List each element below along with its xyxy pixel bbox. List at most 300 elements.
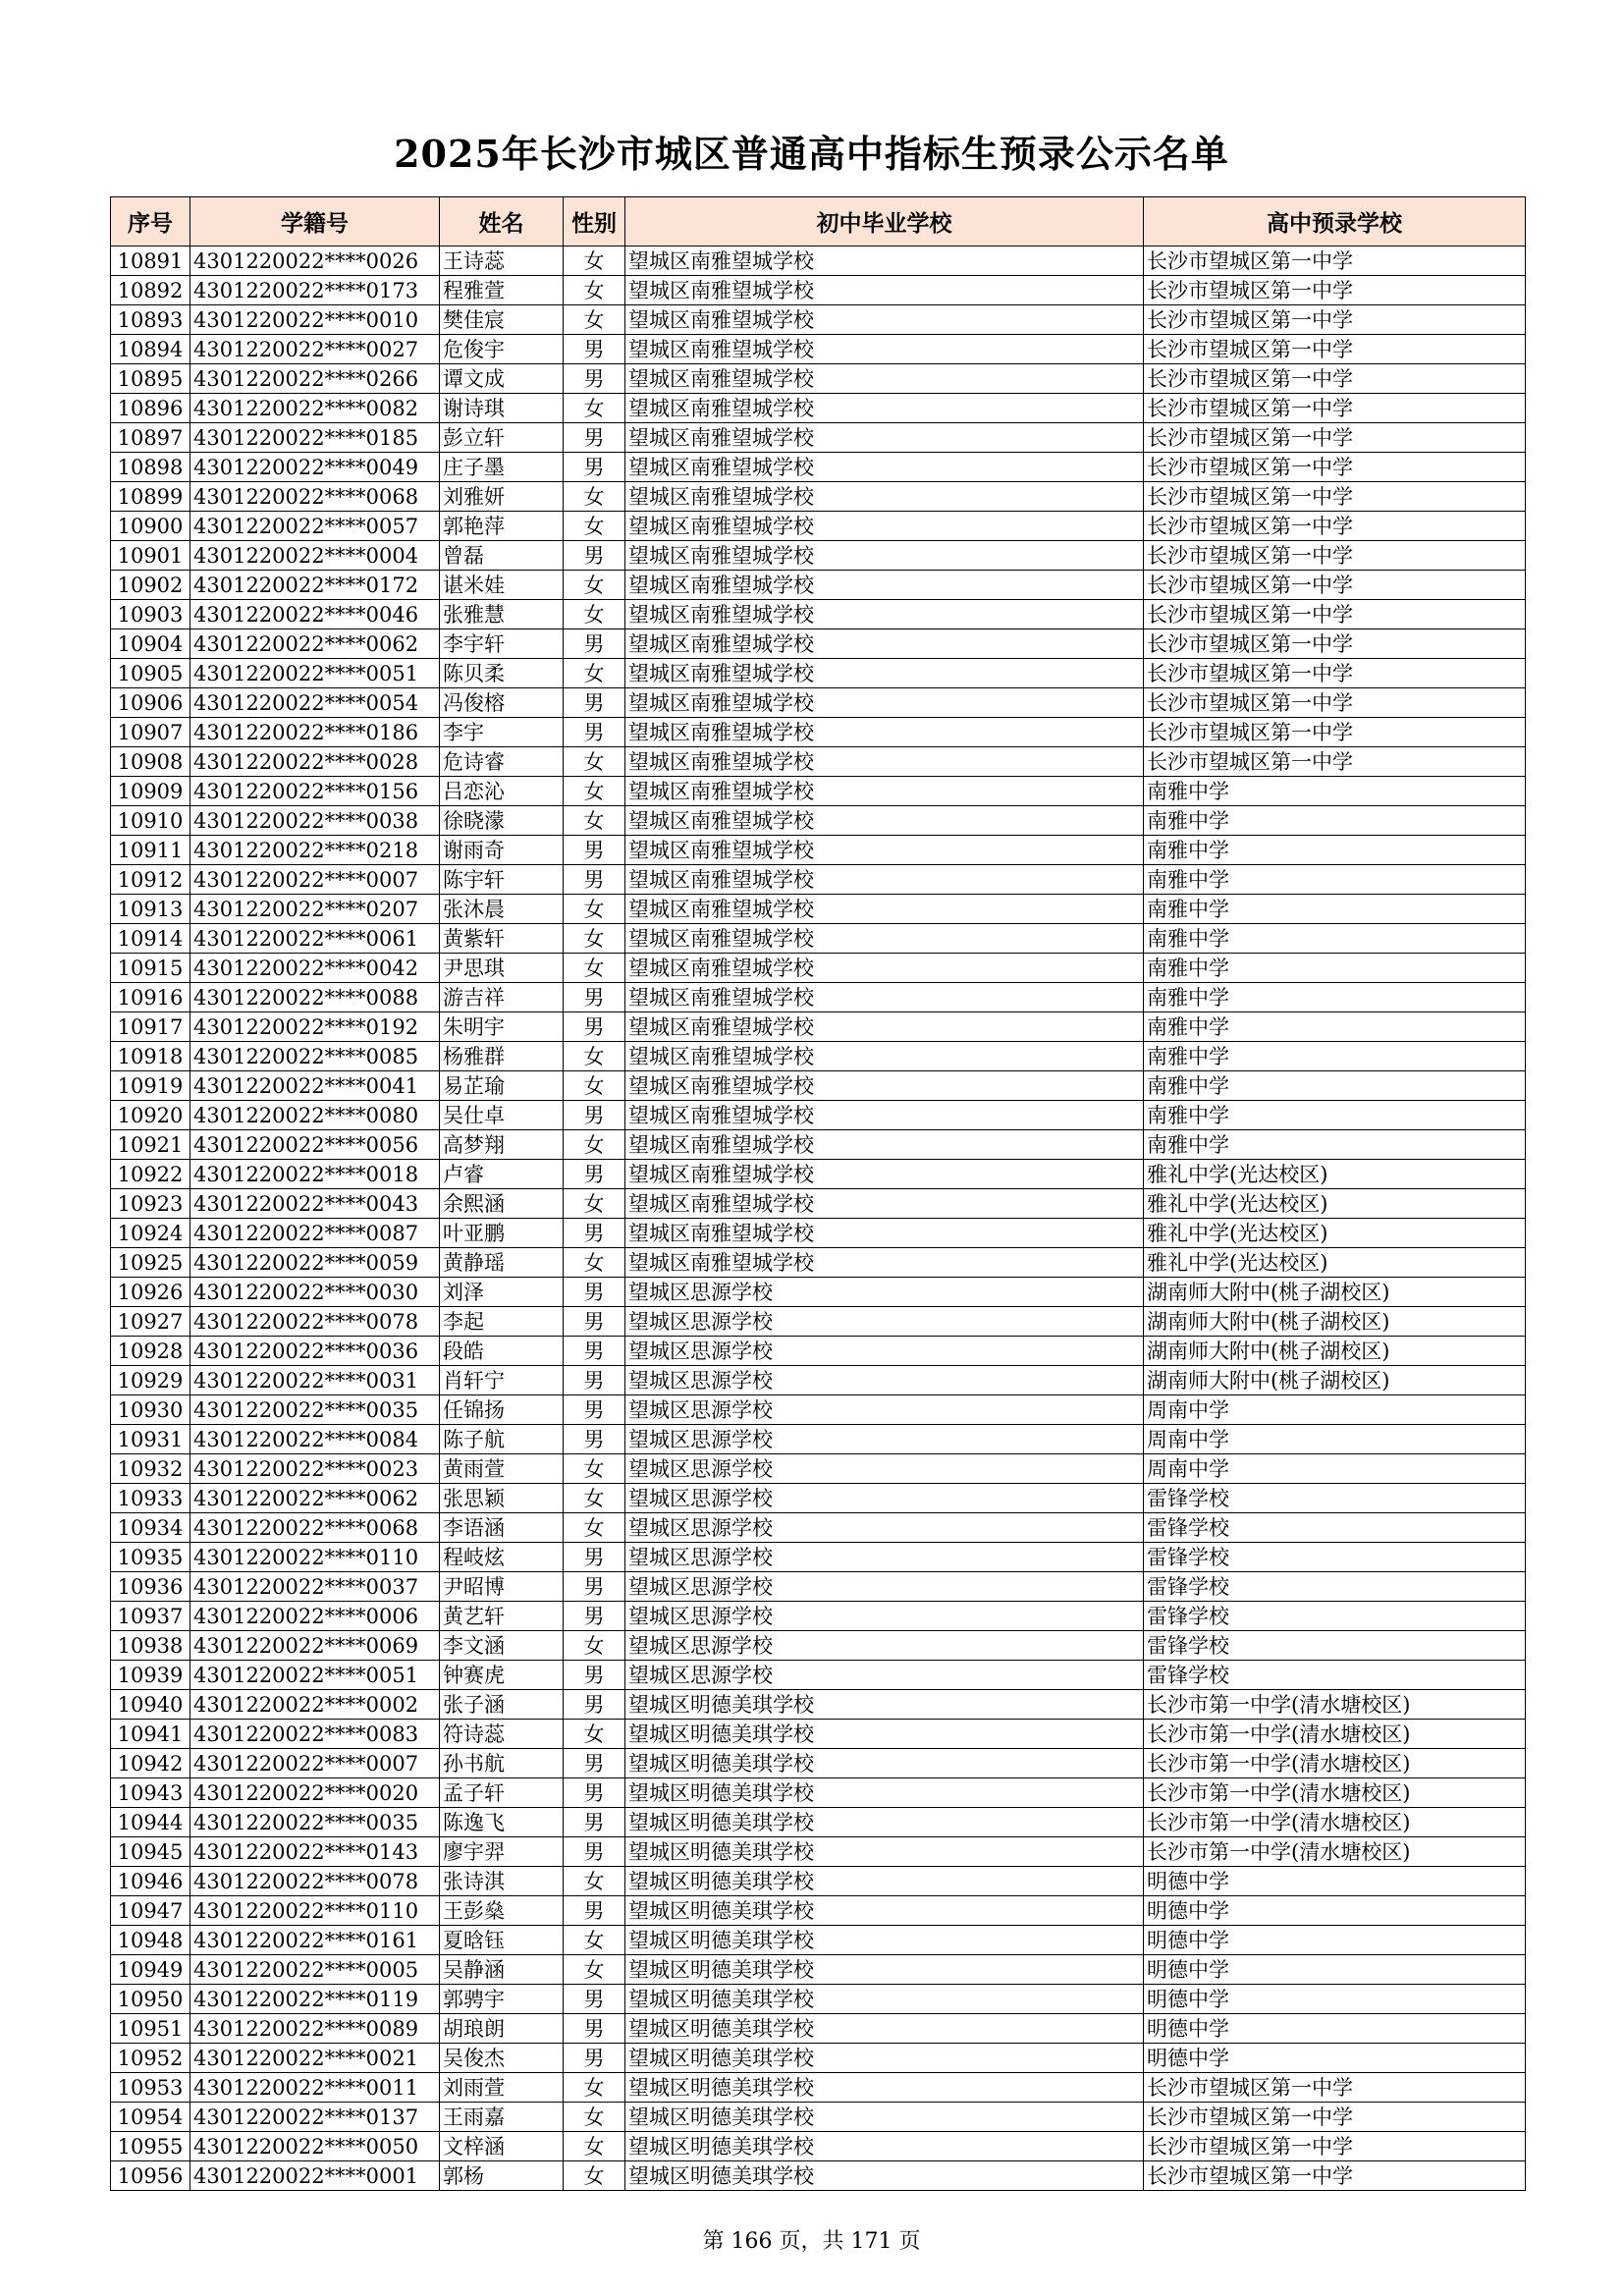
cell-gender: 女: [564, 806, 625, 836]
cell-senior-school: 长沙市望城区第一中学: [1144, 394, 1526, 423]
cell-gender: 男: [564, 1337, 625, 1366]
cell-senior-school: 长沙市望城区第一中学: [1144, 512, 1526, 541]
cell-senior-school: 明德中学: [1144, 1926, 1526, 1955]
cell-serial: 10933: [111, 1484, 190, 1513]
table-row: [111, 1189, 1526, 1219]
cell-gender: 男: [564, 1101, 625, 1130]
cell-gender: 男: [564, 1543, 625, 1572]
cell-senior-school: 长沙市望城区第一中学: [1144, 600, 1526, 629]
cell-gender: 女: [564, 1130, 625, 1160]
cell-student-id: 4301220022****0010: [190, 305, 440, 335]
cell-serial: 10930: [111, 1395, 190, 1425]
cell-serial: 10900: [111, 512, 190, 541]
cell-student-id: 4301220022****0069: [190, 1631, 440, 1661]
cell-student-id: 4301220022****0031: [190, 1366, 440, 1395]
cell-senior-school: 长沙市望城区第一中学: [1144, 2073, 1526, 2103]
cell-junior-school: 望城区南雅望城学校: [625, 954, 1144, 983]
table-row: [111, 1926, 1526, 1955]
cell-junior-school: 望城区思源学校: [625, 1513, 1144, 1543]
cell-name: 易芷瑜: [440, 1071, 564, 1101]
cell-gender: 女: [564, 2161, 625, 2191]
table-row: [111, 777, 1526, 806]
cell-junior-school: 望城区明德美琪学校: [625, 2073, 1144, 2103]
cell-name: 孟子轩: [440, 1778, 564, 1808]
cell-senior-school: 南雅中学: [1144, 1130, 1526, 1160]
page-footer: 第 166 页，共 171 页: [702, 2229, 921, 2254]
cell-junior-school: 望城区南雅望城学校: [625, 1012, 1144, 1042]
cell-name: 徐晓濛: [440, 806, 564, 836]
cell-name: 庄子墨: [440, 453, 564, 482]
cell-student-id: 4301220022****0084: [190, 1425, 440, 1454]
cell-junior-school: 望城区南雅望城学校: [625, 335, 1144, 364]
cell-serial: 10934: [111, 1513, 190, 1543]
cell-serial: 10945: [111, 1837, 190, 1867]
cell-student-id: 4301220022****0085: [190, 1042, 440, 1071]
cell-serial: 10938: [111, 1631, 190, 1661]
cell-serial: 10946: [111, 1867, 190, 1896]
cell-junior-school: 望城区南雅望城学校: [625, 600, 1144, 629]
cell-gender: 男: [564, 1425, 625, 1454]
cell-name: 叶亚鹏: [440, 1219, 564, 1248]
cell-gender: 女: [564, 1720, 625, 1749]
cell-gender: 男: [564, 1837, 625, 1867]
cell-junior-school: 望城区南雅望城学校: [625, 1101, 1144, 1130]
cell-junior-school: 望城区南雅望城学校: [625, 1042, 1144, 1071]
cell-student-id: 4301220022****0218: [190, 836, 440, 865]
cell-junior-school: 望城区南雅望城学校: [625, 1219, 1144, 1248]
cell-senior-school: 南雅中学: [1144, 806, 1526, 836]
cell-name: 吴俊杰: [440, 2044, 564, 2073]
cell-junior-school: 望城区南雅望城学校: [625, 571, 1144, 600]
table-row: [111, 1778, 1526, 1808]
cell-serial: 10910: [111, 806, 190, 836]
cell-junior-school: 望城区明德美琪学校: [625, 2132, 1144, 2161]
cell-serial: 10940: [111, 1690, 190, 1720]
cell-student-id: 4301220022****0006: [190, 1602, 440, 1631]
header-serial: 序号: [111, 197, 190, 246]
cell-serial: 10936: [111, 1572, 190, 1602]
cell-junior-school: 望城区南雅望城学校: [625, 983, 1144, 1012]
cell-junior-school: 望城区南雅望城学校: [625, 629, 1144, 659]
cell-gender: 女: [564, 1248, 625, 1278]
cell-name: 夏晗钰: [440, 1926, 564, 1955]
table-row: [111, 1837, 1526, 1867]
cell-name: 张沐晨: [440, 895, 564, 924]
table-row: [111, 2073, 1526, 2103]
cell-name: 刘雨萱: [440, 2073, 564, 2103]
cell-junior-school: 望城区南雅望城学校: [625, 394, 1144, 423]
cell-junior-school: 望城区南雅望城学校: [625, 453, 1144, 482]
cell-junior-school: 望城区南雅望城学校: [625, 482, 1144, 512]
cell-junior-school: 望城区南雅望城学校: [625, 806, 1144, 836]
table-row: [111, 2044, 1526, 2073]
cell-serial: 10949: [111, 1955, 190, 1985]
cell-junior-school: 望城区南雅望城学校: [625, 1130, 1144, 1160]
cell-name: 刘泽: [440, 1278, 564, 1307]
cell-serial: 10922: [111, 1160, 190, 1189]
cell-name: 廖宇羿: [440, 1837, 564, 1867]
cell-gender: 女: [564, 1926, 625, 1955]
table-row: [111, 1985, 1526, 2014]
cell-student-id: 4301220022****0056: [190, 1130, 440, 1160]
cell-gender: 女: [564, 1867, 625, 1896]
cell-serial: 10953: [111, 2073, 190, 2103]
cell-serial: 10951: [111, 2014, 190, 2044]
cell-student-id: 4301220022****0088: [190, 983, 440, 1012]
table-row: [111, 1808, 1526, 1837]
table-row: [111, 1543, 1526, 1572]
cell-serial: 10904: [111, 629, 190, 659]
cell-name: 程雅萱: [440, 276, 564, 305]
cell-name: 卢睿: [440, 1160, 564, 1189]
cell-student-id: 4301220022****0046: [190, 600, 440, 629]
cell-gender: 女: [564, 1071, 625, 1101]
cell-senior-school: 雅礼中学(光达校区): [1144, 1160, 1526, 1189]
cell-gender: 男: [564, 1985, 625, 2014]
cell-junior-school: 望城区南雅望城学校: [625, 276, 1144, 305]
cell-gender: 男: [564, 1160, 625, 1189]
cell-serial: 10924: [111, 1219, 190, 1248]
cell-gender: 男: [564, 2014, 625, 2044]
cell-name: 陈子航: [440, 1425, 564, 1454]
cell-name: 尹思琪: [440, 954, 564, 983]
cell-gender: 男: [564, 1690, 625, 1720]
cell-name: 程岐炫: [440, 1543, 564, 1572]
cell-serial: 10892: [111, 276, 190, 305]
table-row: [111, 276, 1526, 305]
cell-student-id: 4301220022****0061: [190, 924, 440, 954]
table-row: [111, 1425, 1526, 1454]
cell-junior-school: 望城区明德美琪学校: [625, 1867, 1144, 1896]
cell-serial: 10917: [111, 1012, 190, 1042]
cell-junior-school: 望城区南雅望城学校: [625, 865, 1144, 895]
cell-student-id: 4301220022****0038: [190, 806, 440, 836]
table-row: [111, 482, 1526, 512]
table-row: [111, 1955, 1526, 1985]
cell-student-id: 4301220022****0049: [190, 453, 440, 482]
cell-student-id: 4301220022****0051: [190, 1661, 440, 1690]
table-row: [111, 747, 1526, 777]
cell-student-id: 4301220022****0001: [190, 2161, 440, 2191]
cell-name: 谌米娃: [440, 571, 564, 600]
cell-gender: 男: [564, 364, 625, 394]
cell-junior-school: 望城区南雅望城学校: [625, 836, 1144, 865]
cell-junior-school: 望城区思源学校: [625, 1366, 1144, 1395]
cell-senior-school: 周南中学: [1144, 1395, 1526, 1425]
cell-serial: 10920: [111, 1101, 190, 1130]
cell-student-id: 4301220022****0110: [190, 1543, 440, 1572]
cell-junior-school: 望城区思源学校: [625, 1278, 1144, 1307]
cell-student-id: 4301220022****0087: [190, 1219, 440, 1248]
cell-name: 张子涵: [440, 1690, 564, 1720]
cell-serial: 10908: [111, 747, 190, 777]
cell-student-id: 4301220022****0035: [190, 1808, 440, 1837]
cell-senior-school: 湖南师大附中(桃子湖校区): [1144, 1278, 1526, 1307]
cell-student-id: 4301220022****0043: [190, 1189, 440, 1219]
cell-gender: 女: [564, 276, 625, 305]
cell-name: 吴仕卓: [440, 1101, 564, 1130]
cell-gender: 女: [564, 1454, 625, 1484]
cell-name: 王雨嘉: [440, 2103, 564, 2132]
cell-junior-school: 望城区明德美琪学校: [625, 2161, 1144, 2191]
cell-student-id: 4301220022****0078: [190, 1307, 440, 1337]
cell-student-id: 4301220022****0089: [190, 2014, 440, 2044]
cell-name: 黄紫轩: [440, 924, 564, 954]
table-header-row: [111, 197, 1526, 246]
cell-serial: 10897: [111, 423, 190, 453]
cell-serial: 10952: [111, 2044, 190, 2073]
cell-name: 李文涵: [440, 1631, 564, 1661]
cell-junior-school: 望城区南雅望城学校: [625, 924, 1144, 954]
cell-name: 朱明宇: [440, 1012, 564, 1042]
table-row: [111, 1896, 1526, 1926]
cell-gender: 女: [564, 659, 625, 688]
cell-senior-school: 周南中学: [1144, 1425, 1526, 1454]
cell-name: 郭杨: [440, 2161, 564, 2191]
cell-name: 谢诗琪: [440, 394, 564, 423]
cell-gender: 男: [564, 1366, 625, 1395]
cell-name: 黄静瑶: [440, 1248, 564, 1278]
cell-gender: 男: [564, 1572, 625, 1602]
table-row: [111, 1071, 1526, 1101]
cell-student-id: 4301220022****0083: [190, 1720, 440, 1749]
cell-senior-school: 湖南师大附中(桃子湖校区): [1144, 1307, 1526, 1337]
table-row: [111, 1572, 1526, 1602]
cell-student-id: 4301220022****0173: [190, 276, 440, 305]
cell-name: 郭骋宇: [440, 1985, 564, 2014]
cell-senior-school: 周南中学: [1144, 1454, 1526, 1484]
cell-student-id: 4301220022****0068: [190, 482, 440, 512]
cell-junior-school: 望城区明德美琪学校: [625, 1749, 1144, 1778]
cell-serial: 10942: [111, 1749, 190, 1778]
cell-name: 李宇轩: [440, 629, 564, 659]
cell-student-id: 4301220022****0051: [190, 659, 440, 688]
cell-serial: 10950: [111, 1985, 190, 2014]
cell-gender: 男: [564, 335, 625, 364]
cell-junior-school: 望城区南雅望城学校: [625, 659, 1144, 688]
table-row: [111, 2014, 1526, 2044]
table-row: [111, 1278, 1526, 1307]
cell-name: 胡琅朗: [440, 2014, 564, 2044]
cell-junior-school: 望城区南雅望城学校: [625, 688, 1144, 718]
cell-student-id: 4301220022****0023: [190, 1454, 440, 1484]
cell-junior-school: 望城区明德美琪学校: [625, 1720, 1144, 1749]
cell-junior-school: 望城区南雅望城学校: [625, 246, 1144, 276]
cell-junior-school: 望城区南雅望城学校: [625, 718, 1144, 747]
cell-junior-school: 望城区思源学校: [625, 1454, 1144, 1484]
table-row: [111, 541, 1526, 571]
roster-table: [110, 196, 1526, 2191]
cell-senior-school: 雷锋学校: [1144, 1631, 1526, 1661]
cell-serial: 10895: [111, 364, 190, 394]
cell-senior-school: 长沙市望城区第一中学: [1144, 718, 1526, 747]
cell-gender: 男: [564, 1278, 625, 1307]
cell-junior-school: 望城区南雅望城学校: [625, 423, 1144, 453]
cell-gender: 女: [564, 246, 625, 276]
cell-serial: 10932: [111, 1454, 190, 1484]
cell-senior-school: 长沙市第一中学(清水塘校区): [1144, 1808, 1526, 1837]
table-body: [111, 246, 1526, 2191]
cell-name: 危诗睿: [440, 747, 564, 777]
cell-senior-school: 雷锋学校: [1144, 1572, 1526, 1602]
cell-name: 危俊宇: [440, 335, 564, 364]
cell-student-id: 4301220022****0172: [190, 571, 440, 600]
cell-senior-school: 长沙市望城区第一中学: [1144, 2161, 1526, 2191]
table-row: [111, 718, 1526, 747]
cell-junior-school: 望城区思源学校: [625, 1307, 1144, 1337]
cell-name: 王彭燊: [440, 1896, 564, 1926]
cell-serial: 10905: [111, 659, 190, 688]
cell-junior-school: 望城区思源学校: [625, 1543, 1144, 1572]
cell-senior-school: 长沙市第一中学(清水塘校区): [1144, 1778, 1526, 1808]
cell-junior-school: 望城区明德美琪学校: [625, 1955, 1144, 1985]
cell-name: 彭立轩: [440, 423, 564, 453]
cell-gender: 男: [564, 1307, 625, 1337]
cell-senior-school: 长沙市望城区第一中学: [1144, 659, 1526, 688]
cell-gender: 女: [564, 482, 625, 512]
table-row: [111, 836, 1526, 865]
cell-gender: 男: [564, 1808, 625, 1837]
cell-name: 张思颖: [440, 1484, 564, 1513]
cell-student-id: 4301220022****0007: [190, 865, 440, 895]
table-row: [111, 1160, 1526, 1189]
page-title: 2025年长沙市城区普通高中指标生预录公示名单: [394, 132, 1229, 176]
cell-student-id: 4301220022****0004: [190, 541, 440, 571]
cell-gender: 男: [564, 983, 625, 1012]
cell-senior-school: 长沙市望城区第一中学: [1144, 482, 1526, 512]
cell-serial: 10918: [111, 1042, 190, 1071]
cell-student-id: 4301220022****0028: [190, 747, 440, 777]
cell-senior-school: 长沙市望城区第一中学: [1144, 276, 1526, 305]
cell-gender: 女: [564, 924, 625, 954]
cell-name: 谢雨奇: [440, 836, 564, 865]
cell-name: 李宇: [440, 718, 564, 747]
cell-name: 谭文成: [440, 364, 564, 394]
cell-name: 王诗蕊: [440, 246, 564, 276]
table-row: [111, 335, 1526, 364]
cell-junior-school: 望城区思源学校: [625, 1484, 1144, 1513]
cell-name: 樊佳宸: [440, 305, 564, 335]
cell-senior-school: 长沙市望城区第一中学: [1144, 2132, 1526, 2161]
cell-gender: 女: [564, 895, 625, 924]
cell-serial: 10906: [111, 688, 190, 718]
cell-junior-school: 望城区明德美琪学校: [625, 1837, 1144, 1867]
cell-serial: 10954: [111, 2103, 190, 2132]
cell-junior-school: 望城区南雅望城学校: [625, 1160, 1144, 1189]
cell-gender: 男: [564, 541, 625, 571]
table-row: [111, 364, 1526, 394]
cell-gender: 男: [564, 629, 625, 659]
cell-junior-school: 望城区南雅望城学校: [625, 512, 1144, 541]
cell-senior-school: 长沙市望城区第一中学: [1144, 364, 1526, 394]
table-row: [111, 1749, 1526, 1778]
cell-name: 高梦翔: [440, 1130, 564, 1160]
cell-gender: 男: [564, 2044, 625, 2073]
table-row: [111, 1248, 1526, 1278]
cell-student-id: 4301220022****0080: [190, 1101, 440, 1130]
cell-senior-school: 雅礼中学(光达校区): [1144, 1248, 1526, 1278]
cell-senior-school: 长沙市望城区第一中学: [1144, 335, 1526, 364]
cell-senior-school: 明德中学: [1144, 1955, 1526, 1985]
cell-senior-school: 雷锋学校: [1144, 1602, 1526, 1631]
cell-gender: 男: [564, 718, 625, 747]
cell-gender: 男: [564, 1661, 625, 1690]
cell-serial: 10955: [111, 2132, 190, 2161]
cell-junior-school: 望城区南雅望城学校: [625, 747, 1144, 777]
cell-student-id: 4301220022****0011: [190, 2073, 440, 2103]
cell-gender: 男: [564, 1749, 625, 1778]
cell-student-id: 4301220022****0041: [190, 1071, 440, 1101]
cell-serial: 10909: [111, 777, 190, 806]
cell-gender: 女: [564, 1513, 625, 1543]
cell-senior-school: 长沙市第一中学(清水塘校区): [1144, 1749, 1526, 1778]
cell-junior-school: 望城区思源学校: [625, 1661, 1144, 1690]
cell-junior-school: 望城区思源学校: [625, 1425, 1144, 1454]
cell-serial: 10921: [111, 1130, 190, 1160]
cell-serial: 10937: [111, 1602, 190, 1631]
cell-senior-school: 长沙市望城区第一中学: [1144, 688, 1526, 718]
table-row: [111, 600, 1526, 629]
cell-serial: 10939: [111, 1661, 190, 1690]
cell-name: 刘雅妍: [440, 482, 564, 512]
cell-student-id: 4301220022****0007: [190, 1749, 440, 1778]
cell-junior-school: 望城区南雅望城学校: [625, 1189, 1144, 1219]
table-row: [111, 1012, 1526, 1042]
cell-junior-school: 望城区明德美琪学校: [625, 2044, 1144, 2073]
table-row: [111, 659, 1526, 688]
table-row: [111, 629, 1526, 659]
cell-senior-school: 长沙市望城区第一中学: [1144, 305, 1526, 335]
cell-student-id: 4301220022****0042: [190, 954, 440, 983]
cell-name: 陈贝柔: [440, 659, 564, 688]
table-row: [111, 1454, 1526, 1484]
cell-senior-school: 长沙市望城区第一中学: [1144, 423, 1526, 453]
cell-student-id: 4301220022****0185: [190, 423, 440, 453]
cell-name: 段皓: [440, 1337, 564, 1366]
cell-senior-school: 明德中学: [1144, 1867, 1526, 1896]
cell-serial: 10947: [111, 1896, 190, 1926]
table-row: [111, 1219, 1526, 1248]
cell-gender: 女: [564, 1955, 625, 1985]
cell-name: 曾磊: [440, 541, 564, 571]
cell-name: 任锦扬: [440, 1395, 564, 1425]
cell-gender: 女: [564, 600, 625, 629]
header-junior-school: 初中毕业学校: [625, 197, 1144, 246]
cell-student-id: 4301220022****0005: [190, 1955, 440, 1985]
cell-gender: 女: [564, 2132, 625, 2161]
table-row: [111, 1631, 1526, 1661]
cell-gender: 男: [564, 1778, 625, 1808]
cell-name: 张雅慧: [440, 600, 564, 629]
cell-student-id: 4301220022****0161: [190, 1926, 440, 1955]
cell-junior-school: 望城区南雅望城学校: [625, 364, 1144, 394]
cell-name: 吕恋沁: [440, 777, 564, 806]
table-row: [111, 983, 1526, 1012]
table-row: [111, 1101, 1526, 1130]
table-row: [111, 1366, 1526, 1395]
cell-junior-school: 望城区南雅望城学校: [625, 1071, 1144, 1101]
cell-name: 游吉祥: [440, 983, 564, 1012]
cell-gender: 女: [564, 954, 625, 983]
cell-serial: 10914: [111, 924, 190, 954]
cell-student-id: 4301220022****0068: [190, 1513, 440, 1543]
cell-junior-school: 望城区明德美琪学校: [625, 1808, 1144, 1837]
cell-senior-school: 南雅中学: [1144, 865, 1526, 895]
cell-gender: 男: [564, 1896, 625, 1926]
table-row: [111, 1042, 1526, 1071]
cell-name: 黄艺轩: [440, 1602, 564, 1631]
table-row: [111, 954, 1526, 983]
